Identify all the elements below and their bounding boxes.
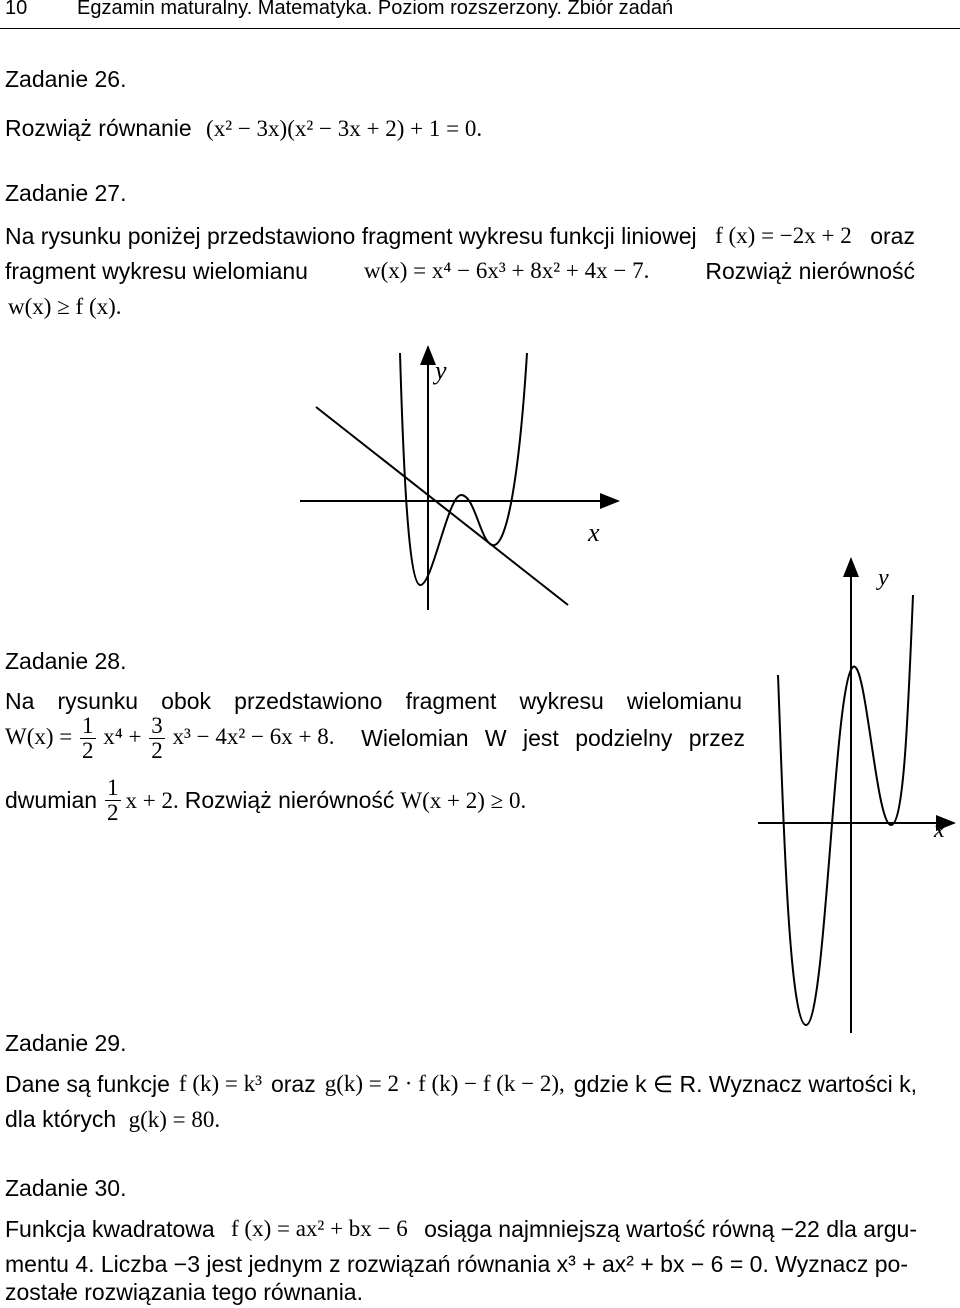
task-28-line3 — [5, 776, 526, 825]
task-28-inequality: W(x + 2) ≥ 0. — [400, 787, 527, 813]
task-27-line1-end: oraz — [870, 223, 915, 249]
task-28-line3-text: Rozwiąż nierówność — [184, 787, 395, 814]
task-30-line2: mentu 4. Liczba −3 jest jednym z rozwiązań równania x³ + ax² + bx − 6 = 0. Wyznacz po- — [5, 1251, 908, 1277]
task-28-polynomial — [5, 714, 334, 763]
task-30-line1 — [5, 1216, 917, 1243]
frac1-denominator: 2 — [82, 738, 94, 764]
task-27-x-label: x — [588, 518, 600, 547]
task-27-y-label: y — [435, 356, 447, 385]
task-29-line1 — [5, 1071, 917, 1098]
task-28-line2 — [5, 714, 745, 763]
task-28-poly-lhs: W(x) = — [5, 723, 73, 749]
task-27-inequality: w(x) ≥ f (x). — [8, 294, 122, 319]
task-29-line1-text: Dane są funkcje — [5, 1071, 170, 1097]
task-28-dwumian: dwumian — [5, 787, 98, 814]
task-26-text — [5, 115, 482, 142]
task-27-linear-graph — [316, 407, 568, 605]
frac1-numerator: 1 — [82, 713, 94, 738]
task-30-quadratic: f (x) = ax² + bx − 6 — [231, 1216, 408, 1241]
task-26-instruction: Rozwiąż równanie — [5, 115, 192, 141]
task-29-line1-end: gdzie k ∈ R. Wyznacz wartości k, — [573, 1071, 917, 1097]
task-30-line1-end: osiąga najmniejszą wartość równą −22 dla argu- — [424, 1216, 917, 1242]
task-27-line2-text: fragment wykresu wielomianu — [5, 258, 308, 284]
task-28-term-2: x³ − 4x² − 6x + 8. — [172, 723, 335, 749]
task-29-g-definition: g(k) = 2 · f (k) − f (k − 2), — [324, 1071, 565, 1096]
frac2-denominator: 2 — [151, 738, 163, 764]
task-29-oraz: oraz — [270, 1071, 316, 1097]
header-rule — [0, 28, 960, 29]
task-28-fraction-1 — [80, 714, 96, 763]
task-28-line1: Na rysunku obok przedstawiono fragment wykresu wielomianu — [5, 688, 742, 714]
task-28-graph — [758, 555, 958, 1035]
task-26-title: Zadanie 26. — [5, 66, 127, 92]
page-header-title: Egzamin maturalny. Matematyka. Poziom rozszerzony. Zbiór zadań — [77, 0, 674, 19]
task-28-title: Zadanie 28. — [5, 648, 127, 674]
task-29-title: Zadanie 29. — [5, 1030, 127, 1056]
task-29-f-definition: f (k) = k³ — [178, 1071, 263, 1096]
frac3-denominator: 2 — [107, 800, 119, 826]
task-28-after-poly: Wielomian W jest podzielny przez — [361, 725, 745, 752]
task-29-line2-text: dla których — [5, 1106, 117, 1132]
task-28-fraction-3 — [105, 776, 121, 825]
task-27-line2-end: Rozwiąż nierówność — [705, 258, 915, 284]
task-30-line3: zostałe rozwiązania tego równania. — [5, 1279, 363, 1305]
task-27-line2 — [5, 258, 915, 285]
task-27-graph — [300, 345, 640, 615]
task-30-line1-text: Funkcja kwadratowa — [5, 1216, 215, 1242]
task-30-title: Zadanie 30. — [5, 1175, 127, 1201]
task-28-fraction-2 — [149, 714, 165, 763]
task-27-polynomial: w(x) = x⁴ − 6x³ + 8x² + 4x − 7. — [363, 258, 650, 283]
task-26-equation: (x² − 3x)(x² − 3x + 2) + 1 = 0. — [206, 116, 483, 141]
task-29-condition: g(k) = 80. — [128, 1107, 221, 1132]
task-27-line1-text: Na rysunku poniżej przedstawiono fragment wykresu funkcji liniowej — [5, 223, 697, 249]
frac3-numerator: 1 — [107, 775, 119, 800]
task-28-polynomial-graph — [778, 595, 913, 1025]
task-29-line2 — [5, 1106, 220, 1133]
frac2-numerator: 3 — [151, 713, 163, 738]
page-number: 10 — [5, 0, 28, 19]
task-28-term-1: x⁴ + — [103, 723, 142, 749]
task-27-title: Zadanie 27. — [5, 180, 127, 206]
task-28-binomial: x + 2. — [125, 787, 179, 813]
task-28-y-label: y — [878, 565, 889, 591]
task-27-line1 — [5, 223, 915, 250]
task-27-linear-function: f (x) = −2x + 2 — [715, 223, 852, 248]
task-27-polynomial-graph — [400, 353, 527, 585]
task-28-x-label: x — [934, 817, 945, 843]
